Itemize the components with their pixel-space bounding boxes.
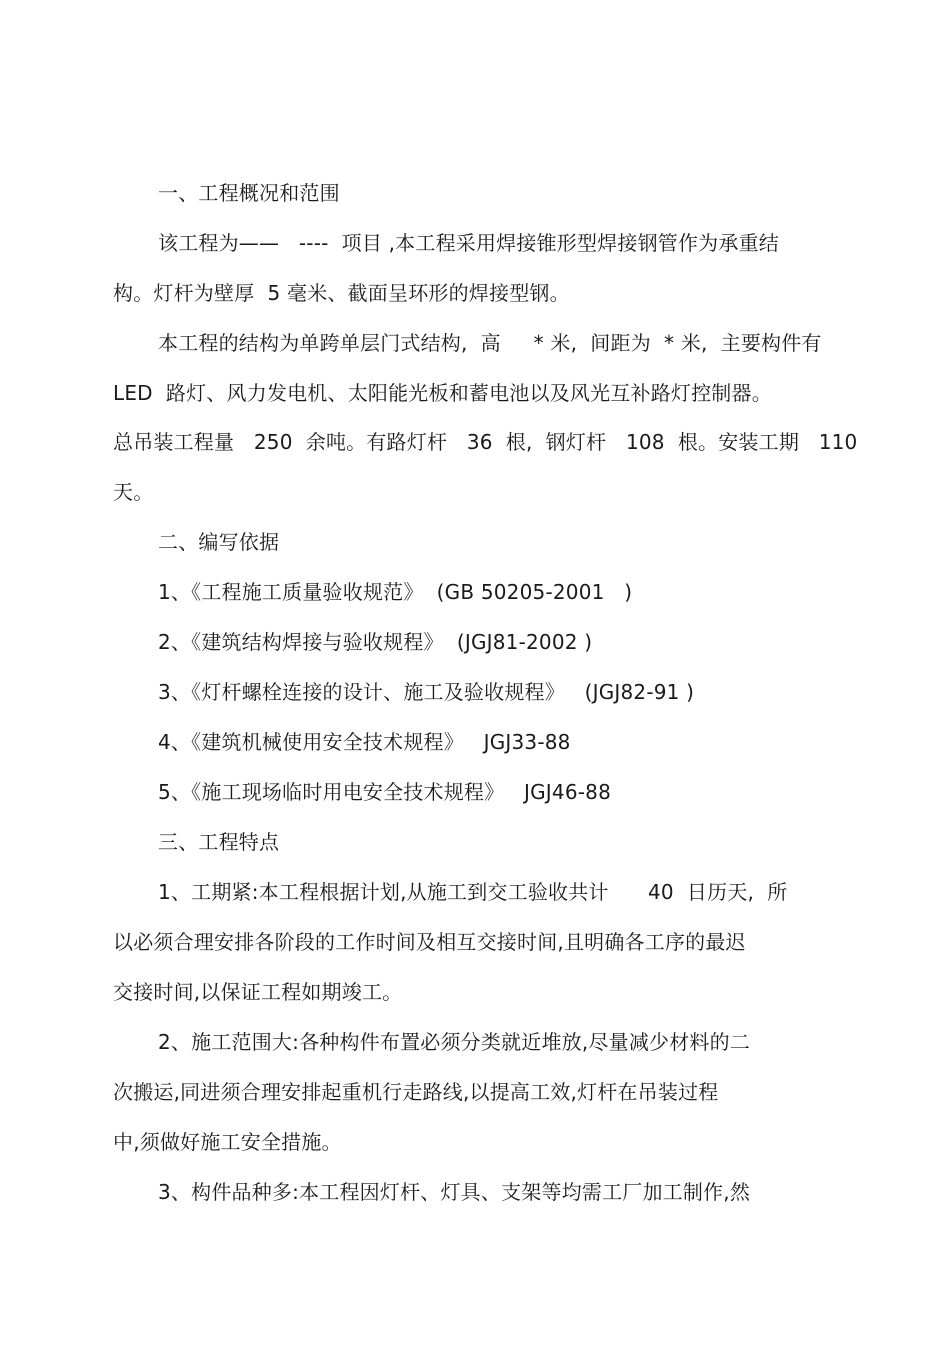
paragraph-line: 中,须做好施工安全措施。 bbox=[113, 1130, 342, 1154]
heading-project-features: 三、工程特点 bbox=[158, 830, 280, 854]
heading-project-overview: 一、工程概况和范围 bbox=[158, 181, 340, 205]
paragraph-line: 总吊装工程量 250 余吨。有路灯杆 36 根, 钢灯杆 108 根。安装工期 110 bbox=[113, 430, 858, 454]
paragraph-line: LED 路灯、风力发电机、太阳能光板和蓄电池以及风光互补路灯控制器。 bbox=[113, 381, 772, 405]
paragraph-line: 次搬运,同进须合理安排起重机行走路线,以提高工效,灯杆在吊装过程 bbox=[113, 1080, 719, 1104]
paragraph-line: 以必须合理安排各阶段的工作时间及相互交接时间,且明确各工序的最迟 bbox=[113, 930, 746, 954]
reference-item: 4、《建筑机械使用安全技术规程》 JGJ33-88 bbox=[158, 730, 571, 754]
paragraph-line: 本工程的结构为单跨单层门式结构, 高 * 米, 间距为 * 米, 主要构件有 bbox=[158, 331, 822, 355]
reference-item: 1、《工程施工质量验收规范》 (GB 50205-2001 ) bbox=[158, 580, 633, 604]
paragraph-line: 构。灯杆为壁厚 5 毫米、截面呈环形的焊接型钢。 bbox=[113, 281, 570, 305]
reference-item: 5、《施工现场临时用电安全技术规程》 JGJ46-88 bbox=[158, 780, 612, 804]
paragraph-line: 交接时间,以保证工程如期竣工。 bbox=[113, 980, 403, 1004]
heading-basis: 二、编写依据 bbox=[158, 530, 280, 554]
paragraph-line: 1、工期紧:本工程根据计划,从施工到交工验收共计 40 日历天, 所 bbox=[158, 880, 788, 904]
reference-item: 3、《灯杆螺栓连接的设计、施工及验收规程》 (JGJ82-91 ) bbox=[158, 680, 695, 704]
paragraph-line: 该工程为—— ---- 项目 ,本工程采用焊接锥形型焊接钢管作为承重结 bbox=[158, 231, 779, 255]
paragraph-line: 2、施工范围大:各种构件布置必须分类就近堆放,尽量减少材料的二 bbox=[158, 1030, 751, 1054]
reference-item: 2、《建筑结构焊接与验收规程》 (JGJ81-2002 ) bbox=[158, 630, 593, 654]
paragraph-line: 3、构件品种多:本工程因灯杆、灯具、支架等均需工厂加工制作,然 bbox=[158, 1180, 751, 1204]
paragraph-line: 天。 bbox=[113, 480, 154, 504]
